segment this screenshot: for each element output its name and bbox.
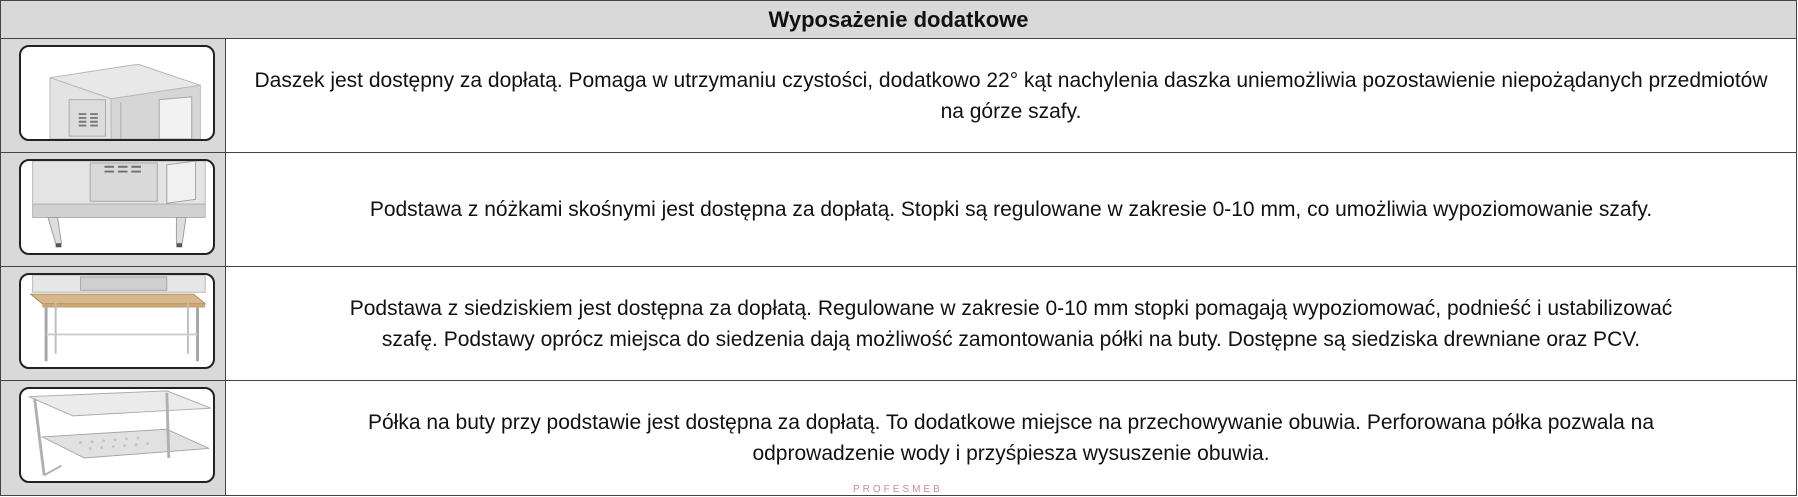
locker-bench-base-image <box>19 273 215 369</box>
shoe-shelf-image <box>19 387 215 483</box>
thumbnail-cell <box>1 39 226 152</box>
description-cell <box>226 39 1796 152</box>
table-row <box>1 39 1796 153</box>
locker-roof-illustration <box>21 47 213 139</box>
row-description: Daszek jest dostępny za dopłatą. Pomaga w utrzymaniu czystości, dodatkowo 22° kąt nachylenia daszka uniemożliwia pozostawienie niepożądanych przedmiotów na górze szafy. <box>254 68 1768 123</box>
locker-slanted-legs-illustration <box>21 161 213 253</box>
description-cell <box>226 153 1796 266</box>
table-header: Wyposażenie dodatkowe <box>1 1 1796 39</box>
row-description: Półka na buty przy podstawie jest dostępna za dopłatą. To dodatkowe miejsce na przechowywanie obuwia. Perforowana półka pozwala na odprowadzenie wody i przyśpiesza wysuszenie obuwia. <box>367 411 1655 465</box>
table-row <box>1 381 1796 495</box>
description-cell <box>226 267 1796 380</box>
row-description: Podstawa z nóżkami skośnymi jest dostępna za dopłatą. Stopki są regulowane w zakresie 0-10 mm, co umożliwia wypoziomowanie szafy. <box>369 198 1653 221</box>
thumbnail-cell <box>1 267 226 380</box>
shoe-shelf-illustration <box>21 389 213 481</box>
row-description: Podstawa z siedziskiem jest dostępna za dopłatą. Regulowane w zakresie 0-10 mm stopki pomagają wypoziomować, podnieść i ustabilizować szafę. Podstawy oprócz miejsca do siedzenia dają możliwość zamontowania półki na buty. Dostępne są siedziska drewniane oraz PCV. <box>349 296 1673 351</box>
thumbnail-cell <box>1 153 226 266</box>
thumbnail-cell <box>1 381 226 495</box>
table-row <box>1 153 1796 267</box>
locker-bench-base-illustration <box>21 275 213 367</box>
watermark-logo: PROFESMEB <box>853 484 943 495</box>
table-row <box>1 267 1796 381</box>
locker-roof-image <box>19 45 215 141</box>
locker-slanted-legs-image <box>19 159 215 255</box>
description-cell <box>226 381 1796 495</box>
